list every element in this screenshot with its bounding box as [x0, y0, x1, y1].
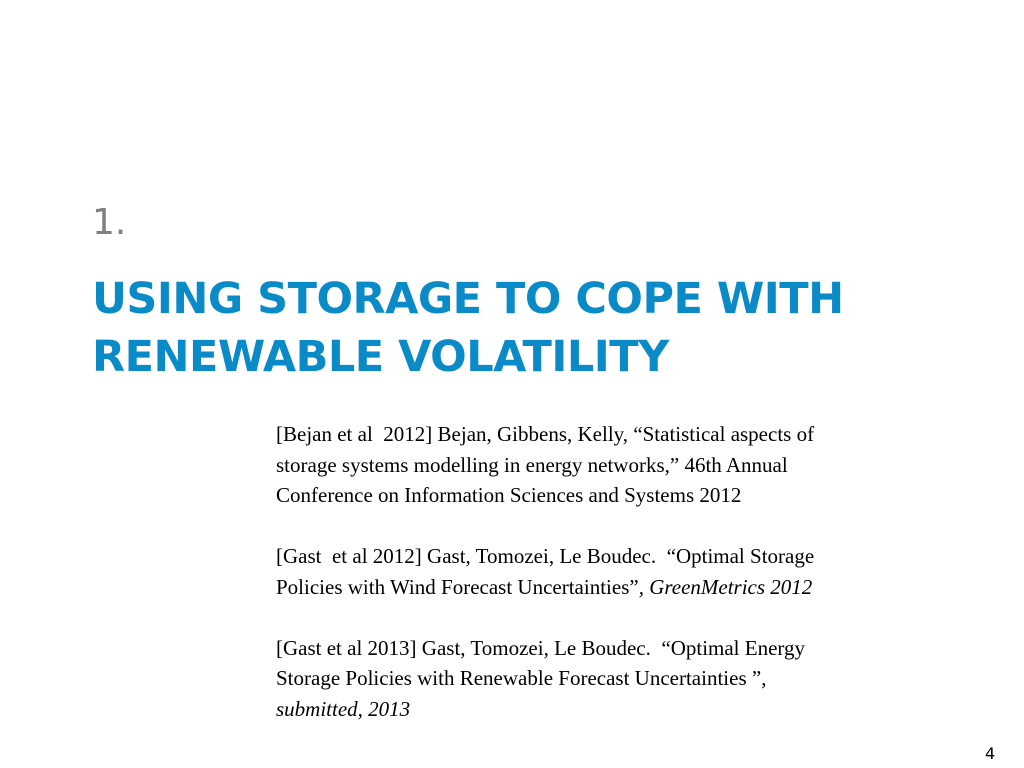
reference-text: Storage Policies with Renewable Forecast Uncertainties ”: [276, 666, 762, 690]
reference-line: storage systems modelling in energy networks,” 46th Annual: [276, 452, 788, 477]
reference-line: Conference on Information Sciences and Systems 2012: [276, 483, 742, 507]
reference-line: [276, 572, 956, 603]
section-title-line-2: RENEWABLE VOLATILITY: [92, 332, 669, 382]
reference-line: [Gast et al 2012] Gast, Tomozei, Le Boudec. “Optimal Storage: [276, 544, 815, 568]
reference-list: [276, 419, 956, 724]
reference-gast-2012: [276, 541, 956, 602]
section-number: 1.: [92, 202, 127, 243]
section-title: [92, 270, 952, 386]
page-number: 4: [985, 744, 996, 763]
reference-gast-2013: [276, 633, 956, 725]
reference-line: [Bejan et al 2012] Bejan, Gibbens, Kelly, “Statistical aspects of: [276, 422, 815, 446]
reference-punctuation: ,: [761, 666, 767, 690]
reference-venue: , GreenMetrics 2012: [638, 574, 813, 599]
reference-line: [276, 663, 956, 694]
reference-bejan-2012: [276, 419, 956, 511]
reference-text: Policies with Wind Forecast Uncertainties”: [276, 574, 639, 599]
section-title-line-1: USING STORAGE TO COPE WITH: [92, 274, 844, 324]
reference-line: [Gast et al 2013] Gast, Tomozei, Le Boudec. “Optimal Energy: [276, 635, 806, 660]
reference-status: submitted, 2013: [276, 696, 411, 721]
